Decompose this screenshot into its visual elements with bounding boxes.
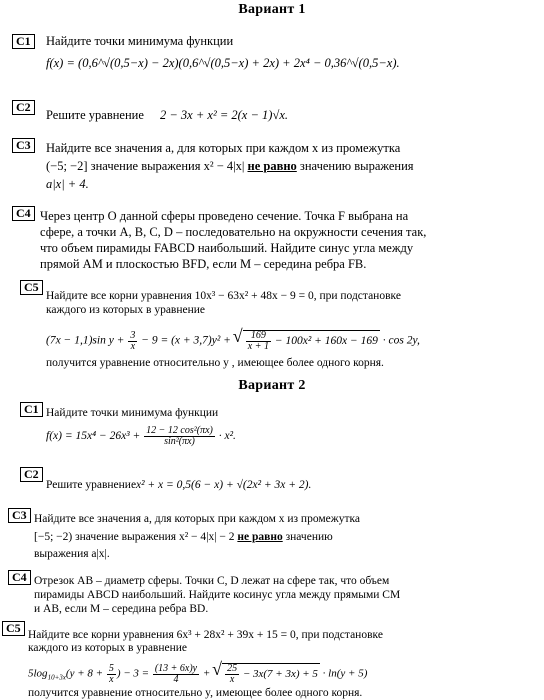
task-v2-c5-root-fraction-num: √ 25 (227, 663, 238, 674)
task-c3-line2-end: значению выражения (299, 159, 414, 173)
task-v2-c5-root-fraction (225, 664, 239, 685)
task-c5-root-fraction (246, 331, 271, 352)
task-badge-c4: С4 (12, 206, 35, 221)
task-c5-line2: каждого из которых в уравнение (46, 304, 206, 316)
task-v2-c5-fraction1-num: 5 (108, 662, 114, 674)
task-v2-c5-fraction2-den: 4 (173, 673, 179, 685)
task-c5-line1: Найдите все корни уравнения 10x³ − 63x² + 48x − 9 = 0, при подстановке (46, 290, 401, 302)
task-c5-root-rest: − 100x² + 160x − 169 (271, 335, 378, 348)
task-v2-c1-formula-left: f(x) = 15x⁴ − 26x³ + (46, 430, 144, 443)
task-v2-c3-line2-end: значению (285, 531, 333, 543)
task-v2-c5-fraction2-num: (13 + 6x)y (154, 662, 198, 674)
task-v2-c5-line1: Найдите все корни уравнения 6x³ + 28x² + 39x + 15 = 0, при подстановке (28, 629, 383, 641)
task-v2-c3-line2-start: [−5; −2) значение выражения x² − 4|x| − 2 (34, 531, 235, 543)
task-v2-c1-formula (46, 426, 236, 447)
task-v2-c3-line2 (34, 530, 333, 544)
task-v2-c5-log-base: 10+3x (47, 673, 66, 682)
task-v2-c5-fraction2 (153, 664, 199, 685)
task-c1-formula: f(x) = (0,6^√(0,5−x) − 2x)(0,6^√(0,5−x) + 2x) + 2x⁴ − 0,36^√(0,5−x). (46, 56, 400, 70)
task-v2-c5-formula-c: + (200, 667, 214, 680)
task-c3-line3: a|x| + 4. (46, 177, 89, 191)
task-c3-line1: Найдите все значения a, для которых при каждом x из промежутка (46, 141, 401, 155)
task-c4-line1: Через центр O данной сферы проведено сечение. Точка F выбрана на (40, 209, 409, 223)
task-c5-formula-mid: − 9 = (x + 3,7)y² + (138, 334, 234, 347)
task-c5-root-fraction-num: √ 169 (246, 331, 271, 342)
task-badge-v2-c1: С1 (20, 402, 43, 417)
task-v2-c2-text: Решите уравнение (46, 479, 137, 491)
task-c3-line2-start: (−5; −2] значение выражения x² − 4|x| (46, 159, 245, 173)
task-v2-c5-line4: получится уравнение относительно y, имеющее более одного корня. (28, 687, 363, 699)
task-v2-c4-line1: Отрезок AB – диаметр сферы. Точки C, D лежат на сфере так, что объем (34, 575, 390, 587)
task-v2-c2-formula: x² + x = 0,5(6 − x) + √(2x² + 3x + 2). (136, 479, 312, 491)
task-badge-c3: С3 (12, 138, 35, 153)
task-badge-v2-c2: С2 (20, 467, 43, 482)
task-v2-c5-formula-a: (y + 8 + (65, 667, 106, 680)
task-c3-line2 (46, 159, 414, 174)
task-c5-formula-end: · cos 2y, (379, 334, 420, 347)
task-badge-c2: С2 (12, 100, 35, 115)
task-v2-c5-formula-b: ) − 3 = (116, 667, 152, 680)
task-c1-text: Найдите точки минимума функции (46, 34, 234, 48)
task-v2-c5-formula (28, 663, 367, 685)
task-v2-c5-root-rest: − 3x(7 + 3x) + 5 (240, 668, 318, 681)
task-v2-c4-line3: и AB, если M – середина ребра BD. (34, 603, 209, 615)
task-badge-v2-c3: С3 (8, 508, 31, 523)
task-badge-c5: С5 (20, 280, 43, 295)
task-v2-c3-not-equal: не равно (237, 531, 283, 543)
task-v2-c5-log: 5log (28, 667, 48, 680)
task-c2-formula: 2 − 3x + x² = 2(x − 1)√x. (160, 108, 288, 122)
task-v2-c3-line1: Найдите все значения a, для которых при каждом x из промежутка (34, 513, 360, 525)
task-v2-c1-fraction-den: sin²(πx) (164, 436, 195, 447)
task-c2-text: Решите уравнение (46, 108, 144, 122)
task-v2-c5-formula-end: · ln(y + 5) (319, 667, 368, 680)
task-v2-c1-text: Найдите точки минимума функции (46, 407, 219, 419)
task-c4-line3: что объем пирамиды FABCD наибольший. Найдите синус угла между (40, 241, 414, 255)
task-c4-line2: сфере, а точки A, B, C, D – последовательно на окружности сечения так, (40, 225, 427, 239)
task-v2-c1-fraction (144, 426, 215, 447)
task-c4-line4: прямой AM и плоскостью BFD, если M – середина ребра FB. (40, 257, 367, 271)
task-c5-fraction-den: x (130, 340, 136, 352)
task-badge-c1: С1 (12, 34, 35, 49)
task-v2-c5-root (222, 663, 320, 685)
task-v2-c5-fraction1 (107, 664, 116, 685)
task-c5-line4: получится уравнение относительно y , имеющее более одного корня. (46, 357, 384, 369)
task-c5-fraction-num: 3 (130, 329, 136, 341)
task-v2-c5-root-fraction-den: x (229, 674, 235, 685)
task-c5-formula-left: (7x − 1,1)sin y + (46, 334, 128, 347)
task-v2-c4-line2: пирамиды ABCD наибольший. Найдите косинус угла между прямыми CM (34, 589, 401, 601)
task-c5-fraction (128, 331, 137, 352)
task-v2-c5-line2: каждого из которых в уравнение (28, 642, 188, 654)
variant-1-title: Вариант 1 (238, 2, 306, 17)
task-v2-c1-fraction-num: 12 − 12 cos²(πx) (146, 425, 213, 436)
task-c5-formula (46, 330, 420, 352)
task-c3-not-equal: не равно (247, 159, 297, 173)
task-v2-c1-formula-right: · x². (215, 430, 236, 443)
task-badge-v2-c5: С5 (2, 621, 25, 636)
task-badge-v2-c4: С4 (8, 570, 31, 585)
task-v2-c5-fraction1-den: x (109, 673, 114, 685)
variant-2-title: Вариант 2 (238, 378, 306, 393)
task-v2-c3-line3: выражения a|x|. (34, 548, 110, 560)
task-c5-root-fraction-den: x + 1 (247, 341, 269, 352)
task-c5-root (243, 330, 380, 352)
